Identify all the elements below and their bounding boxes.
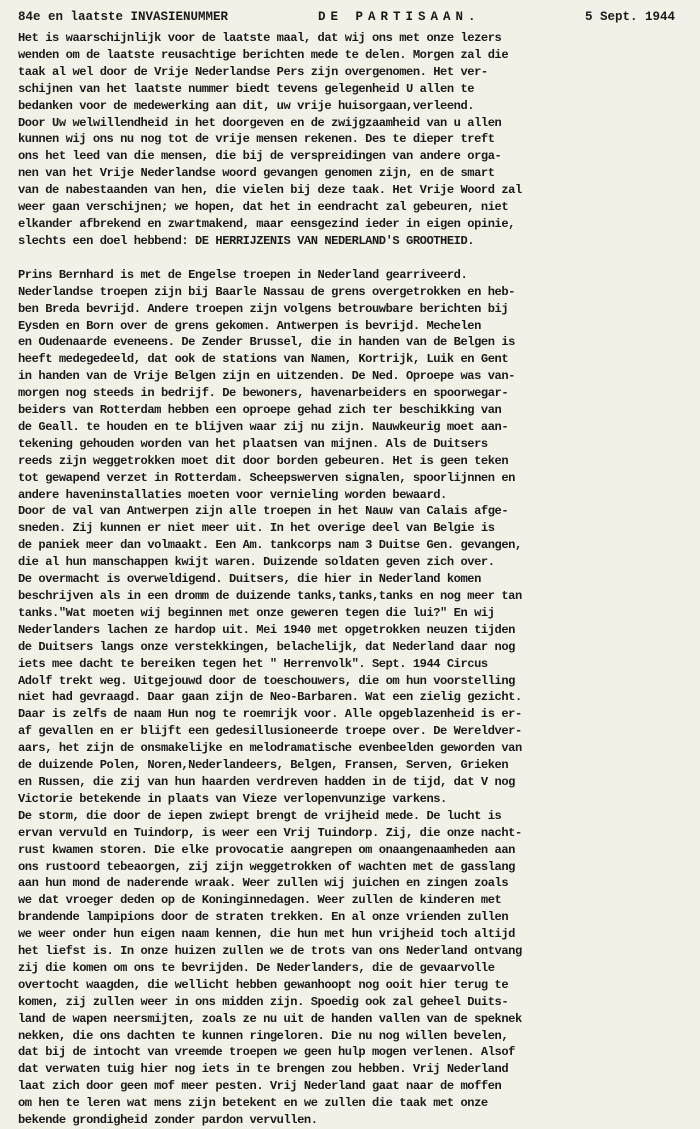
text-line: dat bij de intocht van vreemde troepen we geen hulp mogen verlenen. Alsof [18, 1045, 515, 1060]
text-line: schijnen van het laatste nummer biedt tevens gelegenheid U allen te [18, 81, 475, 96]
article-paragraph [18, 30, 680, 250]
text-line: we weer onder hun eigen naam kennen, die hun met hun vrijheid toch altijd [18, 927, 515, 942]
text-line: Het is waarschijnlijk voor de laatste maal, dat wij ons met onze lezers [18, 31, 502, 45]
text-line: de Duitsers langs onze verstekkingen, belachelijk, dat Nederland daar nog [18, 639, 515, 654]
text-line: heeft medegedeeld, dat ook de stations van Namen, Kortrijk, Luik en Gent [18, 352, 509, 367]
text-line: bedanken voor de medewerking aan dit, uw vrije huisorgaan,verleend. [18, 98, 475, 113]
text-line: die al hun manschappen kwijt waren. Duizende soldaten geven zich over. [18, 555, 495, 570]
text-line: wenden om de laatste reusachtige berichten mede te delen. Morgen zal die [18, 47, 509, 62]
text-line: tekening gehouden worden van het plaatsen van mijnen. Als de Duitsers [18, 436, 488, 451]
issue-label: 84e en laatste INVASIENUMMER [18, 10, 229, 24]
text-line: Nederlandse troepen zijn bij Baarle Nassau de grens overgetrokken en heb- [18, 284, 515, 299]
article-body [18, 30, 680, 1129]
text-line: sneden. Zij kunnen er niet meer uit. In het overige deel van Belgie is [18, 521, 495, 536]
newspaper-header [18, 10, 678, 32]
text-line: overtocht waagden, die wellicht hebben gewanhoopt nog ooit hier terug te [18, 977, 509, 992]
text-line: kunnen wij ons nu nog tot de vrije mensen rekenen. Des te dieper treft [18, 132, 495, 147]
newspaper-title: DE PARTISAAN. [318, 10, 481, 24]
text-line: laat zich door geen mof meer pesten. Vrij Nederland gaat naar de moffen [18, 1079, 502, 1094]
text-line: tot gewapend verzet in Rotterdam. Scheepswerven signalen, spoorlijnnen en [18, 470, 515, 485]
text-line: De overmacht is overweldigend. Duitsers, die hier in Nederland komen [18, 572, 481, 587]
text-line: aars, het zijn de onsmakelijke en melodramatische evenbeelden geworden van [18, 741, 522, 756]
text-line: Nederlanders lachen ze hardop uit. Mei 1940 met opgetrokken neuzen tijden [18, 622, 515, 637]
text-line: ons rustoord tebeaorgen, zij zijn weggetrokken of wachten met de gasslang [18, 859, 515, 874]
text-line: ons het leed van die mensen, die bij de verspreidingen van andere orga- [18, 149, 502, 164]
text-line: De storm, die door de iepen zwiept brengt de vrijheid mede. De lucht is [18, 808, 502, 823]
text-line: reeds zijn weggetrokken moet dit door borden gebeuren. Het is geen teken [18, 453, 509, 468]
text-line: beiders van Rotterdam hebben een oproepe gehad zich ter beschikking van [18, 403, 502, 418]
text-line: de duizende Polen, Noren,Nederlandeers, Belgen, Fransen, Serven, Grieken [18, 758, 509, 773]
paragraph-gap [18, 250, 680, 267]
text-line: rust kwamen storen. Die elke provocatie aangrepen om onaangenaamheden aan [18, 842, 515, 857]
text-line: en Russen, die zij van hun haarden verdreven hadden in de tijd, dat V nog [18, 774, 515, 789]
text-line: nen van het Vrije Nederlandse woord gevangen genomen zijn, en de smart [18, 166, 495, 181]
text-line: af gevallen en er blijft een gedesillusioneerde troepe over. De Wereldver- [18, 724, 522, 739]
text-line: van de nabestaanden van hen, die vielen bij deze taak. Het Vrije Woord zal [18, 183, 522, 198]
text-line: beschrijven als in een dromm de duizende tanks,tanks,tanks en nog meer tan [18, 589, 522, 603]
text-line: het liefst is. In onze huizen zullen we de trots van ons Nederland ontvang [18, 944, 522, 959]
text-line: we dat vroeger deden op de Koninginnedagen. Weer zullen de kinderen met [18, 893, 502, 908]
text-line: Victorie betekende in plaats van Vieze verlopenvunzige varkens. [18, 791, 447, 806]
text-line: ben Breda bevrijd. Andere troepen zijn volgens betrouwbare berichten bij [18, 301, 509, 316]
text-line: iets mee dacht te bereiken tegen het " Herrenvolk". Sept. 1944 Circus [18, 656, 488, 671]
text-line: taak al wel door de Vrije Nederlandse Pers zijn overgenomen. Het ver- [18, 64, 488, 79]
text-line: brandende lampipions door de straten trekken. En al onze vrienden zullen [18, 910, 509, 925]
text-line: land de wapen neersmijten, zoals ze nu uit de handen vallen van de speknek [18, 1011, 522, 1026]
text-line: de Geall. te houden en te blijven waar zij nu zijn. Nauwkeurig moet aan- [18, 419, 509, 434]
text-line: slechts een doel hebbend: DE HERRIJZENIS VAN NEDERLAND'S GROOTHEID. [18, 233, 475, 248]
text-line: weer gaan verschijnen; we hopen, dat het in eendracht zal gebeuren, niet [18, 200, 509, 215]
text-line: en Oudenaarde eveneens. De Zender Brussel, die in handen van de Belgen is [18, 335, 515, 350]
text-line: Daar is zelfs de naam Hun nog te roemrijk voor. Alle opgeblazenheid is er- [18, 707, 522, 722]
text-line: nekken, die ons dachten te kunnen ringeloren. Die nu nog willen bevelen, [18, 1028, 509, 1043]
text-line: tanks."Wat moeten wij beginnen met onze geweren tegen die lui?" En wij [18, 605, 495, 620]
text-line: ervan vervuld en Tuindorp, is weer een Vrij Tuindorp. Zij, die onze nacht- [18, 825, 522, 840]
issue-date: 5 Sept. 1944 [585, 10, 676, 24]
text-line: in handen van de Vrije Belgen zijn en uitzenden. De Ned. Oproepe was van- [18, 369, 515, 384]
text-line: elkander afbrekend en zwartmakend, maar eensgezind ieder in eigen opinie, [18, 216, 515, 231]
article-paragraph [18, 267, 680, 1129]
text-line: de paniek meer dan volmaakt. Een Am. tankcorps nam 3 Duitse Gen. gevangen, [18, 538, 522, 553]
text-line: andere haveninstallaties moeten voor vernieling worden bewaard. [18, 487, 447, 502]
text-line: Door de val van Antwerpen zijn alle troepen in het Nauw van Calais afge- [18, 504, 509, 519]
text-line: Eysden en Born over de grens gekomen. Antwerpen is bevrijd. Mechelen [18, 318, 481, 333]
text-line: zij die komen om ons te bevrijden. De Nederlanders, die de gevaarvolle [18, 960, 495, 975]
text-line: morgen nog steeds in bedrijf. De bewoners, havenarbeiders en spoorwegar- [18, 386, 509, 401]
text-line: Adolf trekt weg. Uitgejouwd door de toeschouwers, die om hun voorstelling [18, 673, 515, 688]
text-line: niet had gevraagd. Daar gaan zijn de Neo-Barbaren. Wat een zielig gezicht. [18, 690, 522, 705]
text-line: Prins Bernhard is met de Engelse troepen in Nederland gearriveerd. [18, 267, 468, 282]
text-line: aan hun mond de naderende wraak. Weer zullen wij juichen en zingen zoals [18, 876, 509, 891]
text-line: komen, zij zullen weer in ons midden zijn. Spoedig ook zal geheel Duits- [18, 994, 509, 1009]
text-line: dat verwaten tuig hier nog iets in te brengen zou hebben. Vrij Nederland [18, 1062, 509, 1077]
text-line: om hen te leren wat mens zijn betekent en we zullen die taak met onze [18, 1096, 488, 1111]
text-line: bekende grondigheid zonder pardon vervullen. [18, 1113, 318, 1128]
text-line: Door Uw welwillendheid in het doorgeven en de zwijgzaamheid van u allen [18, 115, 502, 130]
